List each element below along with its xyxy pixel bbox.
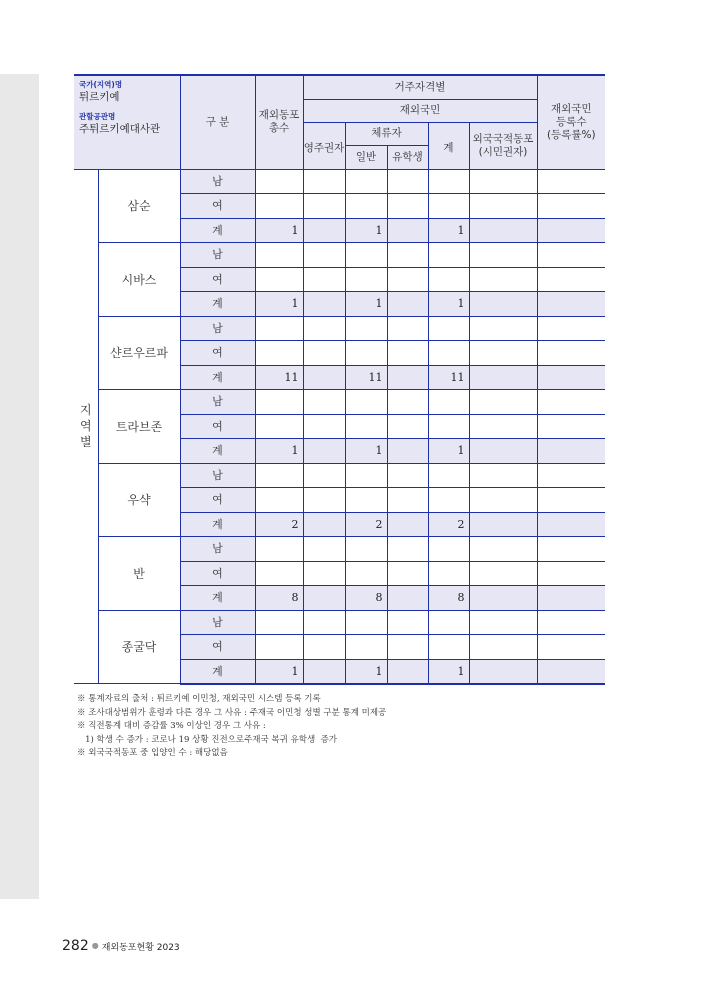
permanent-value <box>303 390 345 415</box>
foreign-nationality-value <box>469 194 537 219</box>
registered-value <box>537 194 605 219</box>
gender-label: 여 <box>180 635 255 660</box>
country-label: 국가(지역)명 <box>79 80 123 89</box>
header-location-cell <box>74 75 180 169</box>
permanent-value <box>303 610 345 635</box>
registered-value <box>537 488 605 513</box>
gender-label: 남 <box>180 537 255 562</box>
subtotal-value <box>428 463 469 488</box>
gender-label: 여 <box>180 561 255 586</box>
nationals-header: 재외국민 <box>303 99 537 122</box>
subtotal-value <box>428 537 469 562</box>
general-value: 1 <box>345 218 387 243</box>
general-value: 8 <box>345 586 387 611</box>
general-value <box>345 243 387 268</box>
note-adoptees: ※ 외국국적동포 중 입양인 수 : 해당없음 <box>77 748 228 758</box>
subtotal-value: 1 <box>428 439 469 464</box>
subtotal-value <box>428 635 469 660</box>
general-value <box>345 267 387 292</box>
region-name: 샨르우르파 <box>98 316 180 390</box>
foreign-nationality-value <box>469 512 537 537</box>
office-value: 주튀르키예대사관 <box>79 123 161 135</box>
subtotal-value <box>428 194 469 219</box>
general-header: 일반 <box>345 145 387 169</box>
gender-label: 남 <box>180 316 255 341</box>
foreign-nationality-value <box>469 243 537 268</box>
subtotal-value: 1 <box>428 218 469 243</box>
total-overseas-value: 2 <box>255 512 303 537</box>
subtotal-value: 1 <box>428 659 469 684</box>
total-overseas-value <box>255 414 303 439</box>
publication-title: 재외동포현황 2023 <box>101 943 180 953</box>
student-value <box>387 659 428 684</box>
total-overseas-value <box>255 267 303 292</box>
permanent-value <box>303 463 345 488</box>
foreign-nationality-value <box>469 390 537 415</box>
foreign-nationality-value <box>469 365 537 390</box>
total-overseas-value <box>255 243 303 268</box>
permanent-value <box>303 512 345 537</box>
subtotal-value <box>428 488 469 513</box>
total-overseas-value <box>255 390 303 415</box>
foreign-nationality-value <box>469 537 537 562</box>
student-header: 유학생 <box>387 145 428 169</box>
permanent-value <box>303 659 345 684</box>
student-value <box>387 439 428 464</box>
gender-label: 남 <box>180 463 255 488</box>
gender-label: 남 <box>180 610 255 635</box>
student-value <box>387 194 428 219</box>
gender-label: 남 <box>180 390 255 415</box>
total-overseas-value <box>255 169 303 194</box>
total-overseas-value: 1 <box>255 218 303 243</box>
registered-value <box>537 635 605 660</box>
total-overseas-value: 1 <box>255 659 303 684</box>
foreign-nationality-value <box>469 635 537 660</box>
gender-label: 계 <box>180 439 255 464</box>
foreign-nationality-value <box>469 267 537 292</box>
registered-value <box>537 267 605 292</box>
foreign-nationality-value <box>469 414 537 439</box>
total-overseas-value <box>255 610 303 635</box>
total-overseas-value <box>255 463 303 488</box>
registered-value <box>537 414 605 439</box>
student-value <box>387 512 428 537</box>
region-name: 트라브존 <box>98 390 180 464</box>
total-overseas-value <box>255 341 303 366</box>
student-value <box>387 292 428 317</box>
registered-value <box>537 439 605 464</box>
total-overseas-value: 11 <box>255 365 303 390</box>
general-value <box>345 341 387 366</box>
general-value: 1 <box>345 659 387 684</box>
gender-label: 남 <box>180 243 255 268</box>
gender-label: 계 <box>180 365 255 390</box>
general-value <box>345 610 387 635</box>
permanent-value <box>303 439 345 464</box>
permanent-value <box>303 316 345 341</box>
permanent-value <box>303 635 345 660</box>
table-row <box>74 537 605 562</box>
permanent-value <box>303 341 345 366</box>
table-row <box>74 316 605 341</box>
total-overseas-header: 재외동포 총수 <box>255 75 303 169</box>
foreign-nationality-value <box>469 561 537 586</box>
registered-value <box>537 218 605 243</box>
student-value <box>387 365 428 390</box>
total-overseas-value <box>255 537 303 562</box>
student-value <box>387 561 428 586</box>
gender-label: 여 <box>180 488 255 513</box>
subtotal-value <box>428 267 469 292</box>
student-value <box>387 635 428 660</box>
gender-label: 계 <box>180 292 255 317</box>
registered-value <box>537 365 605 390</box>
subtotal-value <box>428 414 469 439</box>
region-name: 종굴닥 <box>98 610 180 684</box>
region-axis-label: 지 역 별 <box>74 169 98 684</box>
foreign-nationality-value <box>469 659 537 684</box>
subtotal-value <box>428 561 469 586</box>
note-source: ※ 통계자료의 출처 : 튀르키예 이민청, 재외국민 시스템 등록 기록 <box>77 694 321 704</box>
general-value <box>345 561 387 586</box>
registered-value <box>537 169 605 194</box>
page-footer <box>62 938 180 954</box>
student-value <box>387 267 428 292</box>
subtotal-value <box>428 169 469 194</box>
foreign-nationality-value <box>469 610 537 635</box>
total-overseas-value: 1 <box>255 439 303 464</box>
registered-value <box>537 586 605 611</box>
notes-block <box>77 693 637 761</box>
sojourner-header: 체류자 <box>345 122 428 145</box>
gender-label: 남 <box>180 169 255 194</box>
subtotal-value <box>428 610 469 635</box>
total-overseas-value <box>255 194 303 219</box>
permanent-value <box>303 586 345 611</box>
gender-label: 계 <box>180 218 255 243</box>
general-value <box>345 537 387 562</box>
permanent-value <box>303 561 345 586</box>
overseas-statistics-table <box>74 74 605 685</box>
table-row <box>74 169 605 194</box>
total-overseas-value <box>255 316 303 341</box>
subtotal-header: 계 <box>428 122 469 169</box>
general-value <box>345 414 387 439</box>
bullet-icon: ● <box>91 941 99 950</box>
table-row <box>74 610 605 635</box>
registered-header: 재외국민 등록수 (등록률%) <box>537 75 605 169</box>
gender-label: 계 <box>180 512 255 537</box>
foreign-nationality-header: 외국국적동포 (시민권자) <box>469 122 537 169</box>
registered-value <box>537 243 605 268</box>
region-name: 반 <box>98 537 180 611</box>
permanent-value <box>303 292 345 317</box>
student-value <box>387 610 428 635</box>
subtotal-value <box>428 341 469 366</box>
student-value <box>387 390 428 415</box>
region-name: 삼순 <box>98 169 180 243</box>
permanent-value <box>303 194 345 219</box>
page-number: 282 <box>62 938 89 954</box>
total-overseas-value: 8 <box>255 586 303 611</box>
table-row <box>74 243 605 268</box>
category-header: 구 분 <box>180 75 255 169</box>
subtotal-value <box>428 316 469 341</box>
table-row <box>74 463 605 488</box>
subtotal-value: 8 <box>428 586 469 611</box>
region-name: 시바스 <box>98 243 180 317</box>
foreign-nationality-value <box>469 488 537 513</box>
gender-label: 여 <box>180 194 255 219</box>
student-value <box>387 488 428 513</box>
foreign-nationality-value <box>469 169 537 194</box>
general-value <box>345 635 387 660</box>
permanent-value <box>303 218 345 243</box>
note-student-increase: 1) 학생 수 증가 : 코로나 19 상황 진전으로주재국 복귀 유학생 증가 <box>77 734 337 745</box>
note-scope: ※ 조사대상범위가 훈령과 다른 경우 그 사유 : 주재국 이민청 성별 구분 통계 미제공 <box>77 707 387 718</box>
foreign-nationality-value <box>469 341 537 366</box>
foreign-nationality-value <box>469 218 537 243</box>
foreign-nationality-value <box>469 463 537 488</box>
gender-label: 여 <box>180 267 255 292</box>
total-overseas-value <box>255 561 303 586</box>
total-overseas-value: 1 <box>255 292 303 317</box>
registered-value <box>537 512 605 537</box>
general-value <box>345 316 387 341</box>
student-value <box>387 463 428 488</box>
student-value <box>387 341 428 366</box>
registered-value <box>537 316 605 341</box>
total-overseas-value <box>255 635 303 660</box>
side-margin-band <box>0 74 39 899</box>
registered-value <box>537 390 605 415</box>
permanent-header: 영주권자 <box>303 122 345 169</box>
foreign-nationality-value <box>469 439 537 464</box>
gender-label: 계 <box>180 586 255 611</box>
total-overseas-value <box>255 488 303 513</box>
region-name: 우샥 <box>98 463 180 537</box>
student-value <box>387 316 428 341</box>
general-value <box>345 390 387 415</box>
permanent-value <box>303 365 345 390</box>
foreign-nationality-value <box>469 586 537 611</box>
registered-value <box>537 537 605 562</box>
gender-label: 여 <box>180 414 255 439</box>
student-value <box>387 243 428 268</box>
subtotal-value: 11 <box>428 365 469 390</box>
permanent-value <box>303 243 345 268</box>
gender-label: 계 <box>180 659 255 684</box>
subtotal-value: 1 <box>428 292 469 317</box>
permanent-value <box>303 488 345 513</box>
general-value: 11 <box>345 365 387 390</box>
student-value <box>387 586 428 611</box>
foreign-nationality-value <box>469 292 537 317</box>
subtotal-value: 2 <box>428 512 469 537</box>
table-row <box>74 390 605 415</box>
country-value: 튀르키예 <box>79 91 120 103</box>
permanent-value <box>303 267 345 292</box>
student-value <box>387 169 428 194</box>
general-value: 2 <box>345 512 387 537</box>
note-change-reason: ※ 직전통계 대비 증감률 3% 이상인 경우 그 사유 : <box>77 721 266 731</box>
office-label: 관할공관명 <box>79 112 116 121</box>
subtotal-value <box>428 243 469 268</box>
registered-value <box>537 463 605 488</box>
permanent-value <box>303 537 345 562</box>
subtotal-value <box>428 390 469 415</box>
gender-label: 여 <box>180 341 255 366</box>
general-value <box>345 194 387 219</box>
general-value: 1 <box>345 292 387 317</box>
permanent-value <box>303 414 345 439</box>
registered-value <box>537 610 605 635</box>
general-value <box>345 463 387 488</box>
student-value <box>387 218 428 243</box>
registered-value <box>537 341 605 366</box>
student-value <box>387 537 428 562</box>
registered-value <box>537 292 605 317</box>
registered-value <box>537 659 605 684</box>
permanent-value <box>303 169 345 194</box>
general-value <box>345 488 387 513</box>
general-value <box>345 169 387 194</box>
student-value <box>387 414 428 439</box>
registered-value <box>537 561 605 586</box>
residence-status-header: 거주자격별 <box>303 75 537 99</box>
general-value: 1 <box>345 439 387 464</box>
foreign-nationality-value <box>469 316 537 341</box>
